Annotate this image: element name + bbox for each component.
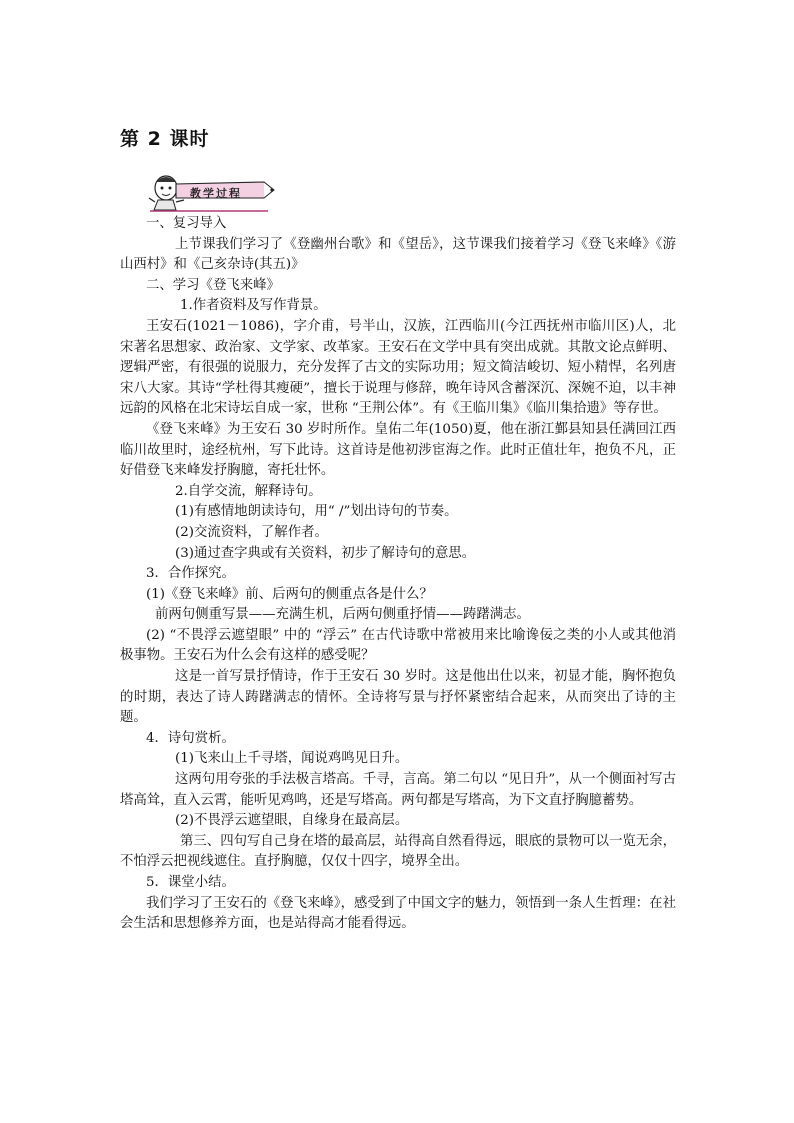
list-item: (1)有感情地朗读诗句，用“ /”划出诗句的节奏。 xyxy=(175,504,458,520)
question: (1)《登飞来峰》前、后两句的侧重点各是什么？ xyxy=(146,586,433,602)
poem-line: (2)不畏浮云遮望眼，自缘身在最高层。 xyxy=(175,813,409,829)
section-heading: 二、学习《登飞来峰》 xyxy=(146,277,280,293)
paragraph: 王安石(1021－1086)，字介甫，号半山，汉族，江西临川(今江西抚州市临川区)人，北宋著名思想家、政治家、文学家、改革家。王安石在文学中具有突出成就。其散文论点鲜明、逻辑严密，有很强的说服力，充分发挥了古文的实际功用；短文简洁峻切、短小精悍，名列唐宋八大家。其诗“学杜得其瘦硬”，擅长于说理与修辞，晚年诗风含蓄深沉、深婉不迫，以丰神远韵的风格在北宋诗坛自成一家，世称 “王荆公体”。有《王临川集》《临川集拾遗》等存世。 xyxy=(120,318,676,417)
poem-line: (1)飞来山上千寻塔，闻说鸡鸣见日升。 xyxy=(175,751,409,767)
paragraph: 这两句用夸张的手法极言塔高。千寻，言高。第二句以 “见日升”，从一个侧面衬写古塔高耸，直入云霄，能听见鸡鸣，还是写塔高。两句都是写塔高，为下文直抒胸臆蓄势。 xyxy=(120,772,676,808)
subheading: 1.作者资料及写作背景。 xyxy=(180,298,327,314)
lesson-title: 第 2 课时 xyxy=(120,128,210,150)
list-item: (3)通过查字典或有关资料，初步了解诗句的意思。 xyxy=(175,545,476,561)
subheading: 4．诗句赏析。 xyxy=(146,730,235,746)
teaching-process-badge xyxy=(146,170,276,214)
answer: 前两句侧重写景——充满生机，后两句侧重抒情——踌躇满志。 xyxy=(155,607,530,623)
paragraph: 第三、四句写自己身在塔的最高层，站得高自然看得远，眼底的景物可以一览无余，不怕浮云把视线遮住。直抒胸臆，仅仅十四字，境界全出。 xyxy=(120,833,676,870)
paragraph: 我们学习了王安石的《登飞来峰》，感受到了中国文字的魅力，领悟到一条人生哲理：在社会生活和思想修养方面，也是站得高才能看得远。 xyxy=(120,895,676,932)
answer: 这是一首写景抒情诗，作于王安石 30 岁时。这是他出仕以来，初显才能，胸怀抱负的时期，表达了诗人踌躇满志的情怀。全诗将写景与抒怀紧密结合起来，从而突出了诗的主题。 xyxy=(120,669,676,726)
subheading: 3．合作探究。 xyxy=(146,566,235,582)
paragraph: 上节课我们学习了《登幽州台歌》和《望岳》，这节课我们接着学习《登飞来峰》《游山西村》和《己亥杂诗(其五)》 xyxy=(120,236,676,273)
badge-label: 教学过程 xyxy=(190,187,242,200)
section-heading: 一、复习导入 xyxy=(146,216,227,231)
lesson-content xyxy=(120,214,676,935)
question: (2) “不畏浮云遮望眼” 中的 “浮云” 在古代诗歌中常被用来比喻谗佞之类的小人或其他消极事物。王安石为什么会有这样的感受呢？ xyxy=(120,627,676,664)
paragraph: 《登飞来峰》为王安石 30 岁时所作。皇佑二年(1050)夏，他在浙江鄞县知县任满回江西临川故里时，途经杭州，写下此诗。这首诗是他初涉宦海之作。此时正值壮年，抱负不凡，正好借登飞来峰发抒胸臆，寄托壮怀。 xyxy=(120,421,676,479)
subheading: 2.自学交流，解释诗句。 xyxy=(175,483,322,499)
list-item: (2)交流资料，了解作者。 xyxy=(175,524,328,540)
subheading: 5．课堂小结。 xyxy=(146,875,235,890)
